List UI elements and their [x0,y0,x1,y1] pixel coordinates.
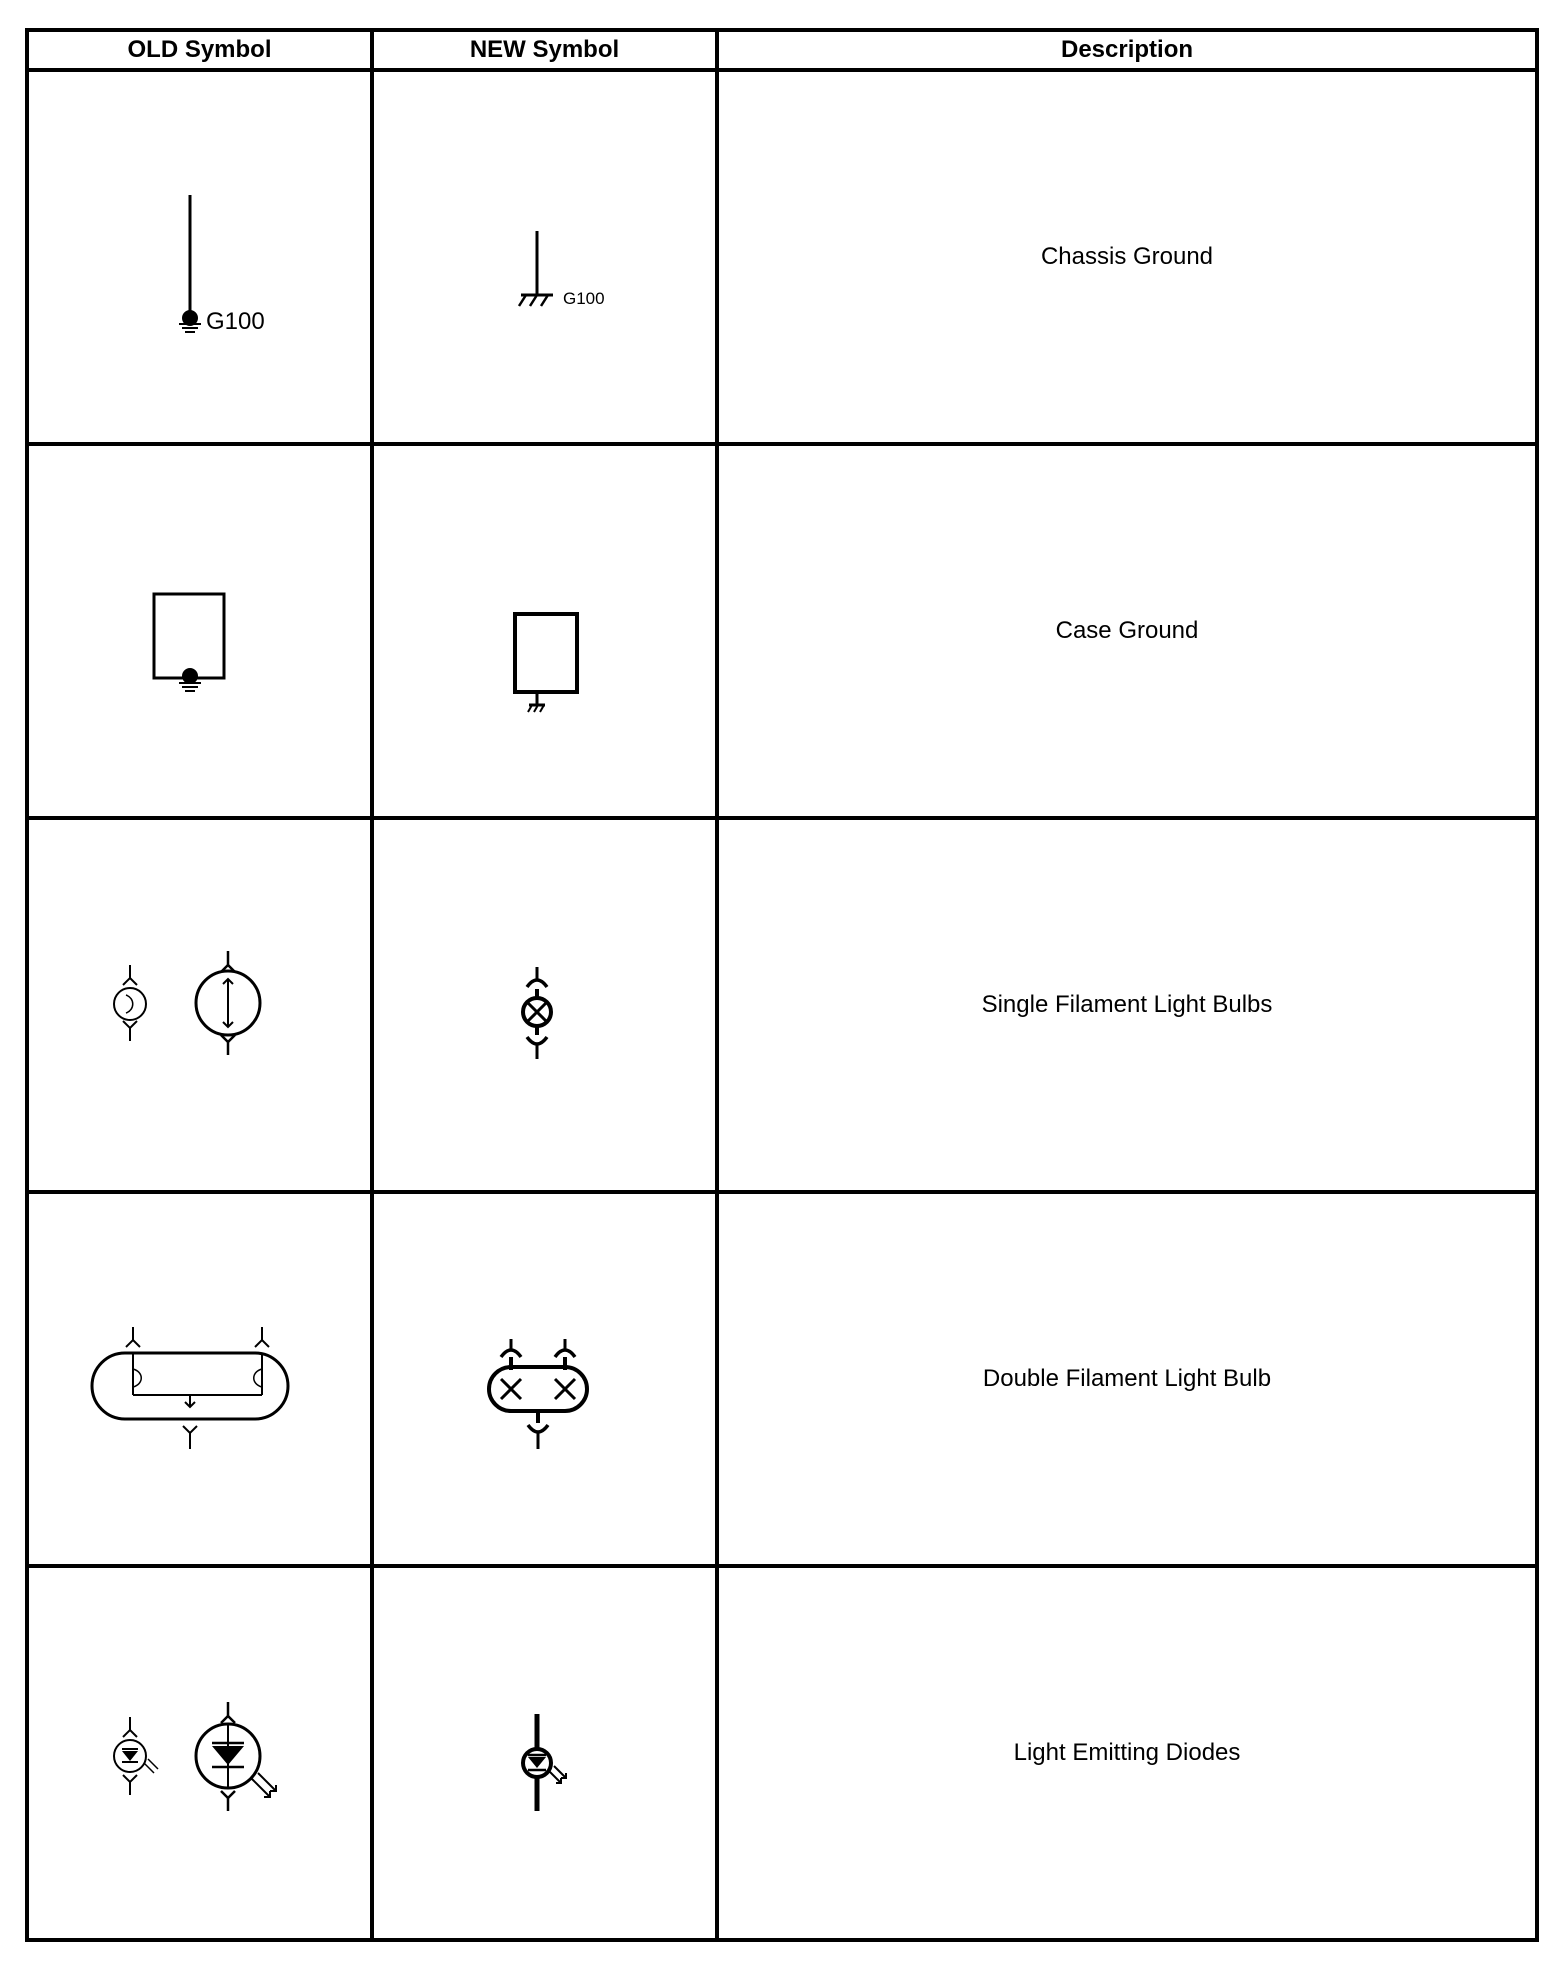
led-old-icon [50,1603,350,1903]
old-symbol-cell [27,1566,372,1940]
description-cell: Chassis Ground [717,70,1537,444]
new-symbol-cell [372,70,717,444]
symbol-comparison-table [25,28,1539,1942]
new-symbol-cell [372,1566,717,1940]
single-filament-bulb-old-icon [50,855,350,1155]
description-cell: Light Emitting Diodes [717,1566,1537,1940]
header-new-symbol: NEW Symbol [372,30,717,70]
new-symbol-cell [372,818,717,1192]
old-symbol-cell [27,1192,372,1566]
table-row [27,818,1537,1192]
chassis-ground-new-icon [395,107,695,407]
old-symbol-cell [27,70,372,444]
chassis-ground-old-icon [50,107,350,407]
header-description: Description [717,30,1537,70]
description-cell: Case Ground [717,444,1537,818]
new-symbol-cell [372,1192,717,1566]
description-cell: Double Filament Light Bulb [717,1192,1537,1566]
table-row [27,1566,1537,1940]
case-ground-new-icon [395,481,695,781]
table-row [27,444,1537,818]
case-ground-old-icon [50,481,350,781]
table-row [27,1192,1537,1566]
double-filament-bulb-old-icon [50,1229,350,1529]
double-filament-bulb-new-icon [395,1229,695,1529]
old-symbol-cell [27,444,372,818]
header-old-symbol: OLD Symbol [27,30,372,70]
header-row [27,30,1537,70]
description-cell: Single Filament Light Bulbs [717,818,1537,1192]
old-symbol-cell [27,818,372,1192]
single-filament-bulb-new-icon [395,855,695,1155]
ground-label-old: G100 [205,308,265,335]
led-new-icon [395,1603,695,1903]
ground-label-new: G100 [562,289,605,308]
new-symbol-cell [372,444,717,818]
table-row [27,70,1537,444]
